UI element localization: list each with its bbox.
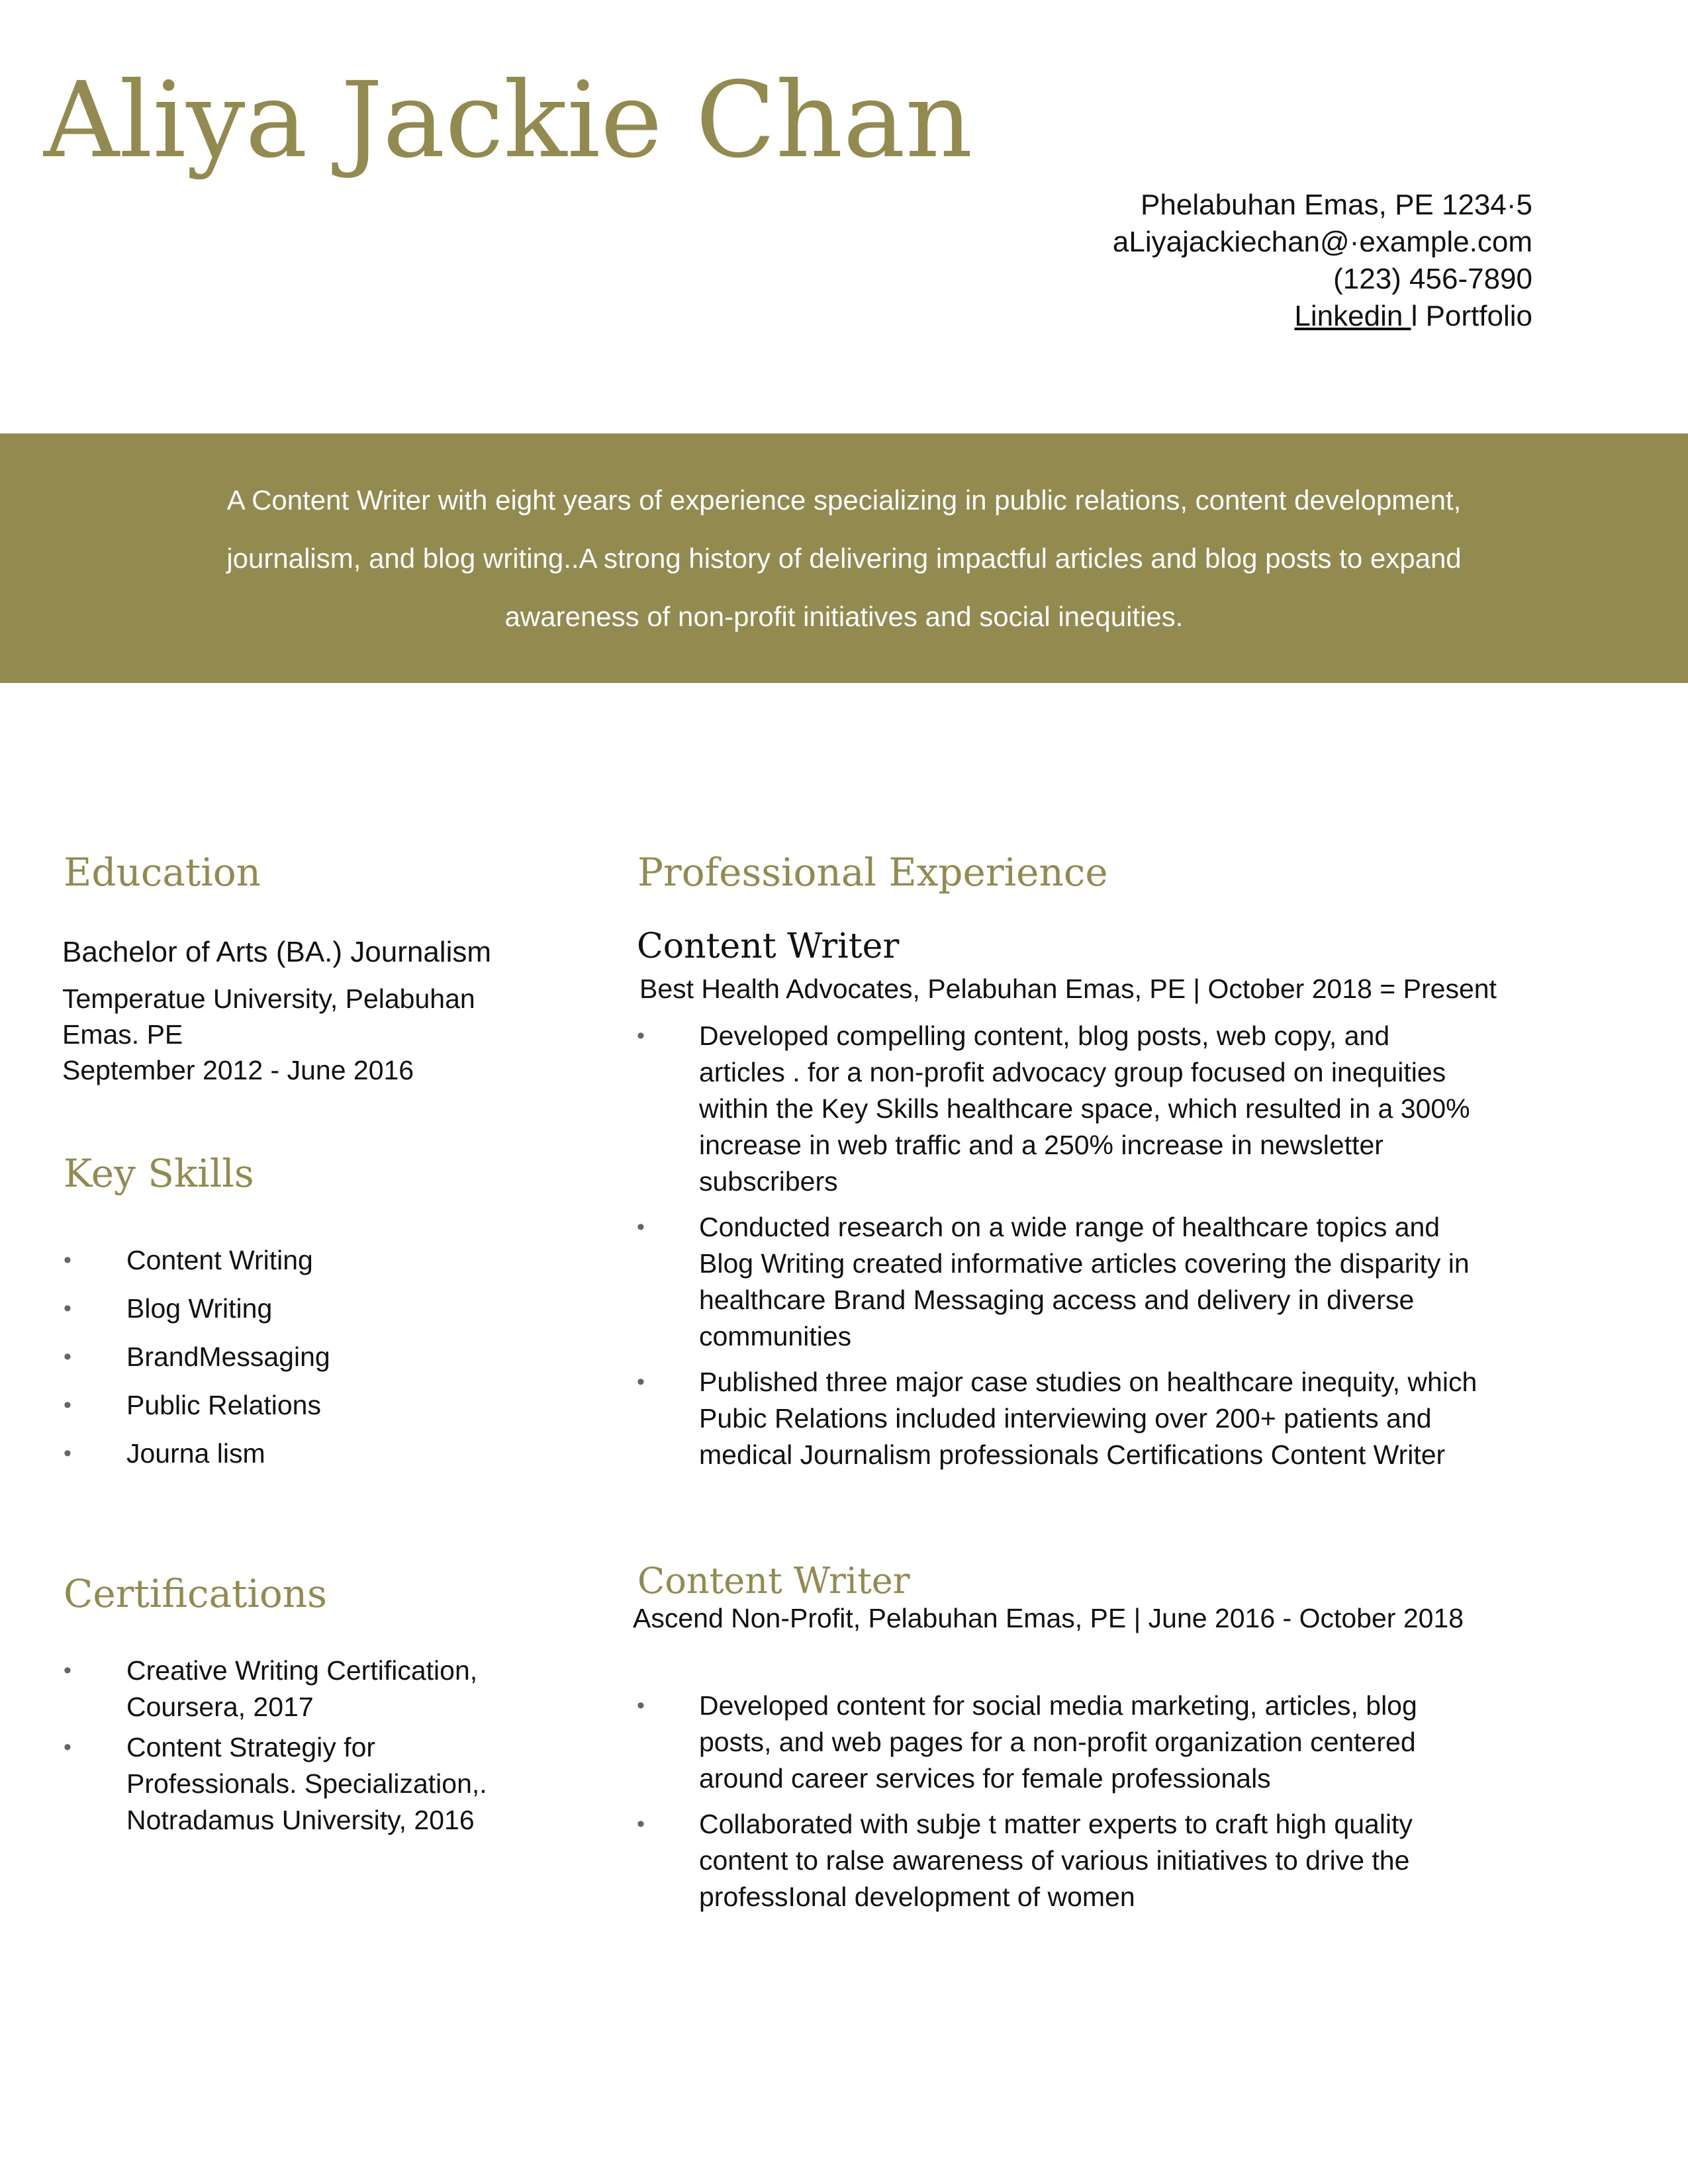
linkedin-link[interactable]: Linkedin: [1294, 300, 1411, 332]
education-dates: September 2012 - June 2016: [62, 1055, 414, 1085]
bullet-icon: •: [64, 1344, 71, 1369]
list-item: • Conducted research on a wide range of healthcare topics and Blog Writing created informative articles covering the disparity in healthcare Brand Messaging access and delivery in diverse communities: [637, 1209, 1477, 1355]
bullet-icon: •: [637, 1214, 645, 1240]
list-item: • Public Relations: [64, 1387, 527, 1424]
job-bullets: [637, 1688, 1477, 1925]
portfolio-link[interactable]: Portfolio: [1425, 300, 1532, 332]
bullet-icon: •: [637, 1693, 645, 1718]
job-title: Content Writer: [637, 927, 900, 966]
contact-block: [1113, 187, 1532, 335]
skills-list: [64, 1242, 527, 1484]
job-meta: Best Health Advocates, Pelabuhan Emas, PE | October 2018 = Present: [639, 974, 1497, 1004]
bullet-icon: •: [64, 1248, 71, 1273]
bullet-icon: •: [637, 1023, 645, 1048]
profile-links: [1113, 298, 1532, 335]
email[interactable]: aLiyajackiechan@·example.com: [1112, 226, 1532, 258]
list-item: • Content Strategiy for Professionals. Specialization,. Notradamus University, 2016: [64, 1729, 527, 1839]
bullet-icon: •: [637, 1369, 645, 1394]
bullet-icon: •: [64, 1296, 71, 1321]
link-separator: l: [1411, 300, 1418, 332]
list-item: • Content Writing: [64, 1242, 527, 1279]
education-heading: Education: [64, 850, 261, 895]
job-meta: Ascend Non-Profit, Pelabuhan Emas, PE | June 2016 - October 2018: [633, 1603, 1464, 1633]
bullet-icon: •: [64, 1735, 71, 1760]
certifications-list: [64, 1653, 527, 1843]
job-bullets: [637, 1018, 1477, 1482]
list-item: • Collaborated with subje t matter experts to craft high quality content to ralse awareness of various initiatives to drive the professIonal development of women: [637, 1806, 1477, 1915]
list-item: • Blog Writing: [64, 1291, 527, 1327]
list-item: • BrandMessaging: [64, 1339, 527, 1375]
key-skills-heading: Key Skills: [64, 1151, 254, 1196]
list-item: • Developed compelling content, blog posts, web copy, and articles . for a non-profit advocacy group focused on inequities within the Key Skills healthcare space, which resulted in a 300% increase in web traffic and a 250% increase in newsletter subscribers: [637, 1018, 1477, 1200]
list-item: • Creative Writing Certification, Coursera, 2017: [64, 1653, 527, 1725]
certifications-heading: Certifications: [64, 1571, 327, 1616]
list-item: • Journa lism: [64, 1435, 527, 1472]
candidate-name: Aliya Jackie Chan: [44, 60, 973, 181]
bullet-icon: •: [64, 1392, 71, 1418]
education-degree: Bachelor of Arts (BA.) Journalism: [62, 936, 492, 968]
phone: (123) 456-7890: [1333, 263, 1532, 295]
bullet-icon: •: [637, 1811, 645, 1837]
summary-text: A Content Writer with eight years of experience specializing in public relations, content development, journalism, and blog writing..A strong history of delivering impactful articles and blog posts to expand awareness of non-profit initiatives and social inequities.: [226, 484, 1462, 632]
bullet-icon: •: [64, 1658, 71, 1683]
list-item: • Published three major case studies on healthcare inequity, which Pubic Relations included interviewing over 200+ patients and medical Journalism professionals Certifications Content Writer: [637, 1364, 1477, 1473]
bullet-icon: •: [64, 1441, 71, 1466]
list-item: • Developed content for social media marketing, articles, blog posts, and web pages for a non-profit organization centered around career services for female professionals: [637, 1688, 1477, 1797]
address: Phelabuhan Emas, PE 1234·5: [1141, 189, 1532, 221]
summary-band: [0, 433, 1688, 683]
education-school: Temperatue University, Pelabuhan Emas. PE: [62, 983, 475, 1050]
job-title: Content Writer: [637, 1560, 910, 1602]
experience-heading: Professional Experience: [637, 850, 1108, 895]
